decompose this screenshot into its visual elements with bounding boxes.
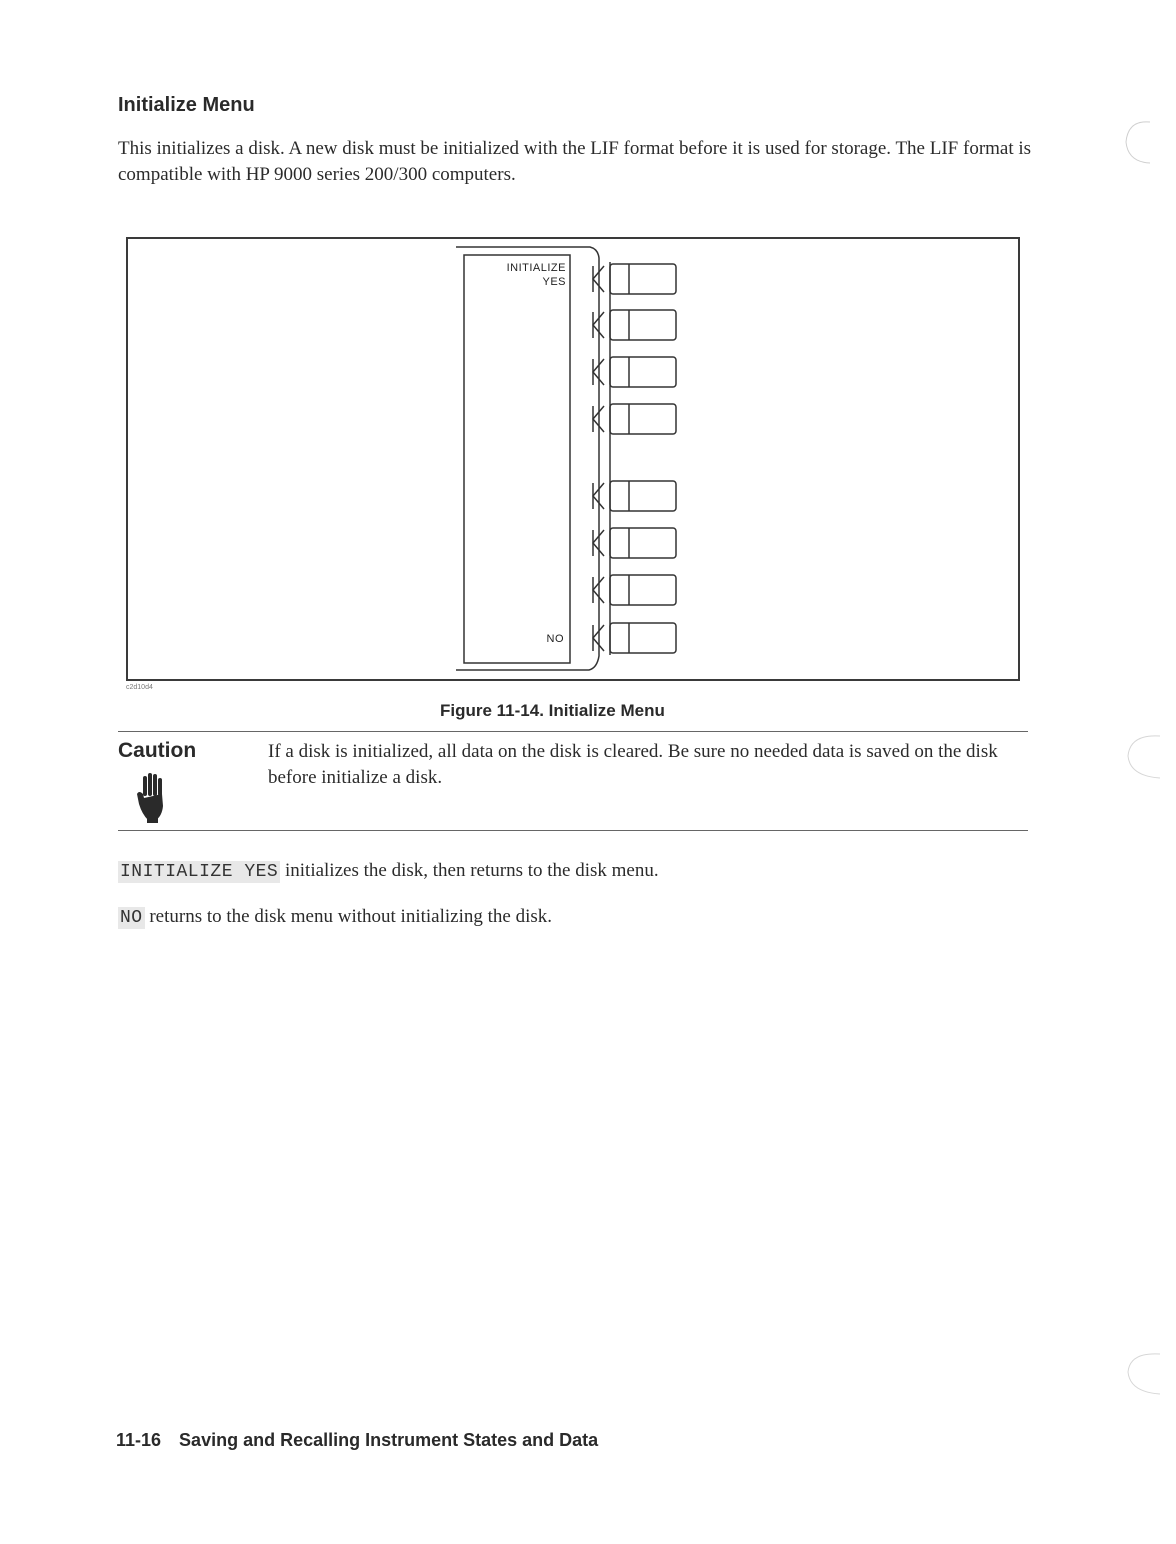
softkey-label-yes: YES bbox=[542, 276, 566, 288]
softkey-menu-panel bbox=[464, 255, 570, 663]
section-title: Initialize Menu bbox=[118, 94, 255, 116]
softkey-3[interactable] bbox=[593, 357, 676, 387]
softkey-label-initialize: INITIALIZE bbox=[506, 262, 566, 274]
softkey-6[interactable] bbox=[593, 528, 676, 558]
no-description-text: returns to the disk menu without initializing the disk. bbox=[144, 906, 553, 927]
softkey-5[interactable] bbox=[593, 481, 676, 511]
yes-description-text: initializes the disk, then returns to the disk menu. bbox=[280, 860, 659, 881]
figure-caption: Figure 11-14. Initialize Menu bbox=[440, 701, 665, 720]
softkey-8[interactable] bbox=[593, 623, 676, 653]
yes-description bbox=[118, 858, 659, 885]
initialize-yes-key-ref: INITIALIZE YES bbox=[120, 862, 279, 882]
page-number: 11-16 bbox=[116, 1430, 162, 1450]
figure-code: c2d10d4 bbox=[126, 684, 153, 691]
caution-bottom-rule bbox=[118, 830, 1028, 831]
punch-hole-mark bbox=[1128, 1354, 1160, 1394]
intro-paragraph: This initializes a disk. A new disk must be initialized with the LIF format before it is used for storage. The LIF format is compatible with HP 9000 series 200/300 computers. bbox=[118, 138, 1032, 185]
caution-top-rule bbox=[118, 731, 1028, 732]
chapter-title: Saving and Recalling Instrument States and Data bbox=[179, 1430, 599, 1450]
caution-label: Caution bbox=[118, 739, 197, 762]
softkey-label-no: NO bbox=[546, 633, 564, 645]
page-footer bbox=[116, 1430, 598, 1451]
softkey-2[interactable] bbox=[593, 310, 676, 340]
punch-hole-mark bbox=[1128, 736, 1160, 778]
softkey-4[interactable] bbox=[593, 404, 676, 434]
caution-text: If a disk is initialized, all data on the disk is cleared. Be sure no needed data is saved on the disk before initialize a disk. bbox=[268, 741, 998, 788]
no-description bbox=[118, 904, 552, 931]
punch-hole-mark bbox=[1126, 122, 1150, 163]
softkey-1[interactable] bbox=[593, 264, 676, 294]
softkey-7[interactable] bbox=[593, 575, 676, 605]
no-key-ref: NO bbox=[120, 908, 143, 928]
screen-bracket bbox=[456, 247, 599, 670]
caution-hand-icon bbox=[136, 772, 170, 824]
